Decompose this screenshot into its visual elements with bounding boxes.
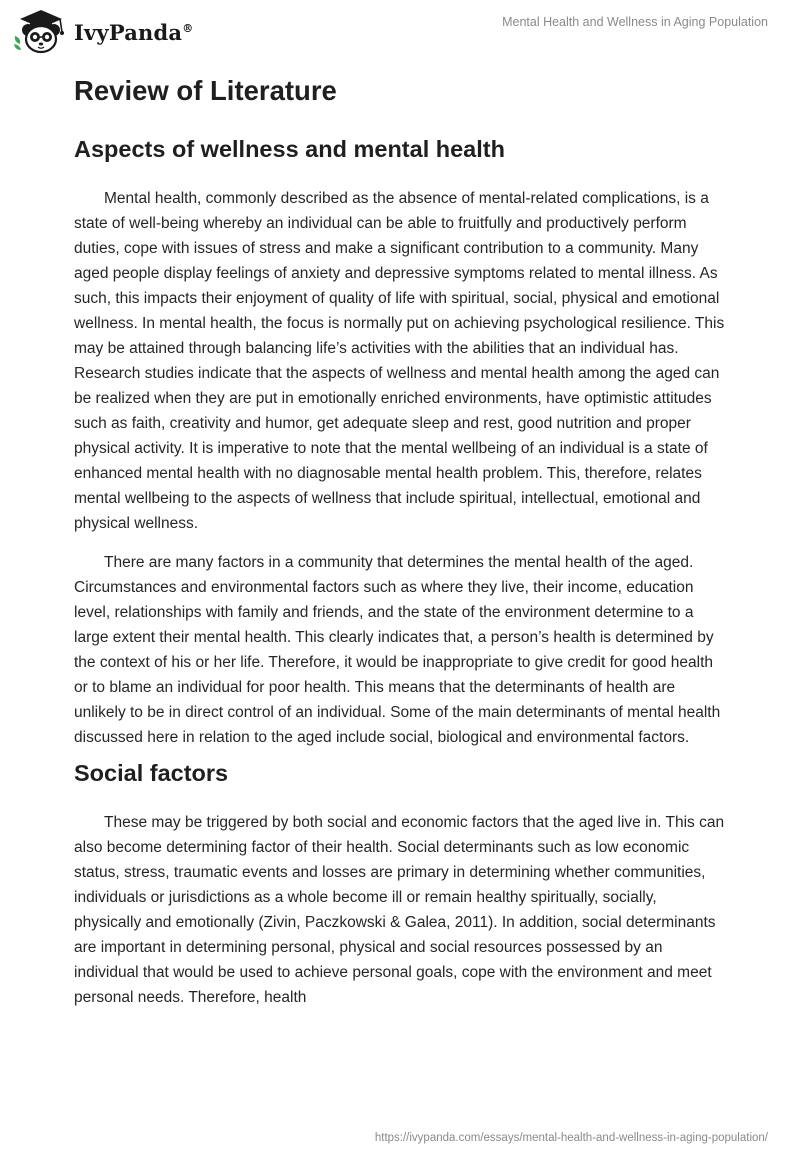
document-title: Mental Health and Wellness in Aging Population — [502, 15, 768, 29]
registered-mark: ® — [182, 21, 194, 35]
paragraph: These may be triggered by both social and economic factors that the aged live in. This can also become determining factor of their health. Social determinants such as low economic status, stress, traumatic events and losses are primary in determining whether communities, individuals or jurisdictions as a whole become ill or remain healthy spiritually, socially, physically and emotionally (Zivin, Paczkowski & Galea, 2011). In addition, social determinants are important in determining personal, physical and social resources possessed by an individual that would be used to achieve personal goals, cope with the environment and meet personal needs. Therefore, health — [74, 814, 725, 1006]
article-content — [74, 72, 726, 1010]
panda-logo-icon — [12, 8, 70, 56]
paragraph: Mental health, commonly described as the absence of mental-related complications, is a state of well-being whereby an individual can be able to fruitfully and productively perform duties, cope with issues of stress and make a significant contribution to a community. Many aged people display feelings of anxiety and depressive symptoms related to mental illness. As such, this impacts their enjoyment of quality of life with spiritual, social, physical and emotional wellness. In mental health, the focus is normally put on achieving psychological resilience. This may be attained through balancing life’s activities with the abilities that an individual has. Research studies indicate that the aspects of wellness and mental health among the aged can be realized when they are put in emotionally enriched environments, have optimistic attitudes such as faith, creativity and humor, get adequate sleep and rest, good nutrition and proper physical activity. It is imperative to note that the mental wellbeing of an individual is a state of enhanced mental health with no diagnosable mental health problem. This, therefore, relates mental wellbeing to the aspects of wellness that include spiritual, intellectual, emotional and physical wellness. — [74, 190, 725, 532]
paragraph: There are many factors in a community that determines the mental health of the aged. Circumstances and environmental factors such as where they live, their income, education level, relationships with family and friends, and the state of the environment determine to a large extent their mental health. This clearly indicates that, a person’s health is determined by the context of his or her life. Therefore, it would be inappropriate to give credit for good health or to blame an individual for poor health. This means that the determinants of health are unlikely to be in direct control of an individual. Some of the main determinants of mental health discussed here in relation to the aged include social, biological and environmental factors. — [74, 554, 721, 746]
page-title: Review of Literature — [74, 75, 337, 106]
logo-wordmark: IvyPanda® — [74, 19, 194, 45]
source-url[interactable]: https://ivypanda.com/essays/mental-health-and-wellness-in-aging-population/ — [374, 1132, 768, 1144]
page-header — [0, 0, 800, 60]
section-heading-wellness: Aspects of wellness and mental health — [74, 136, 505, 162]
ivypanda-logo[interactable] — [12, 8, 193, 56]
section-heading-social-factors: Social factors — [74, 760, 229, 786]
